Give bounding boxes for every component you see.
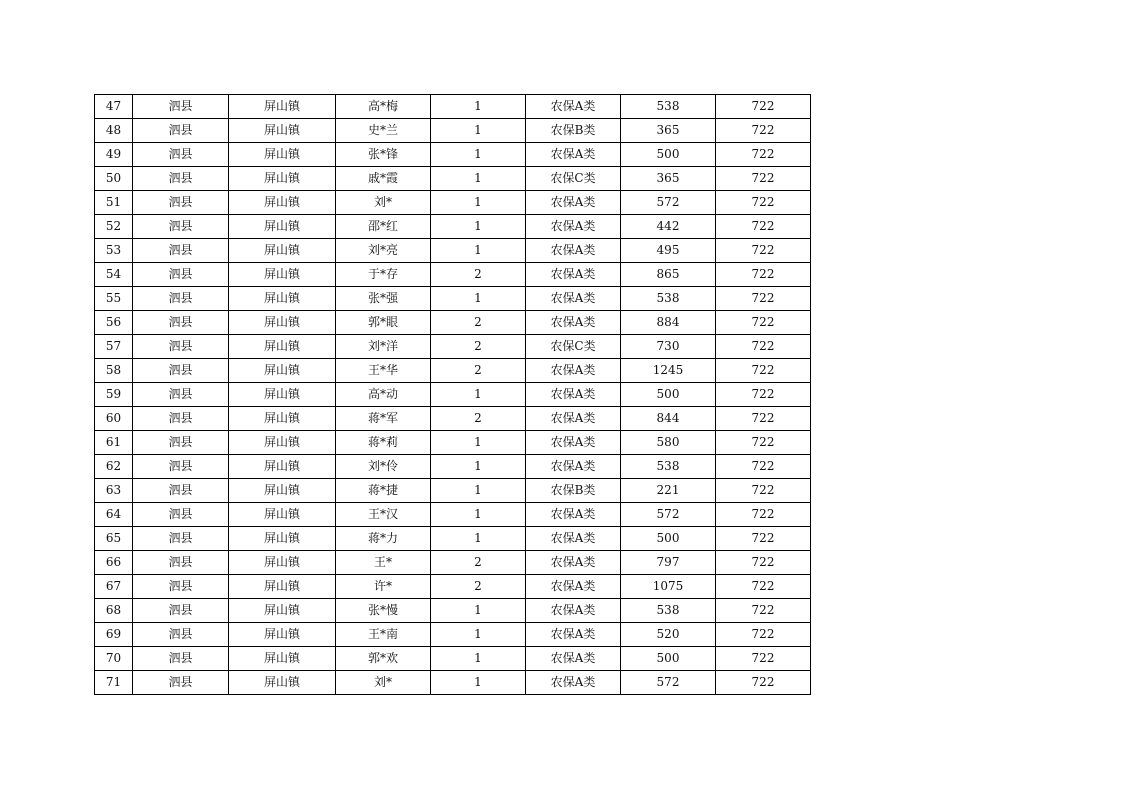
cell-amount: 442 bbox=[621, 215, 716, 239]
cell-amount: 572 bbox=[621, 671, 716, 695]
cell-insurance-category: 农保A类 bbox=[526, 263, 621, 287]
cell-county: 泗县 bbox=[133, 503, 229, 527]
cell-county: 泗县 bbox=[133, 479, 229, 503]
cell-standard: 722 bbox=[716, 479, 811, 503]
cell-insurance-category: 农保A类 bbox=[526, 527, 621, 551]
cell-row-number: 53 bbox=[95, 239, 133, 263]
cell-insurance-category: 农保A类 bbox=[526, 191, 621, 215]
cell-town: 屏山镇 bbox=[229, 503, 336, 527]
cell-household-count: 2 bbox=[431, 551, 526, 575]
cell-row-number: 58 bbox=[95, 359, 133, 383]
cell-household-count: 2 bbox=[431, 335, 526, 359]
cell-town: 屏山镇 bbox=[229, 119, 336, 143]
cell-standard: 722 bbox=[716, 551, 811, 575]
table-row bbox=[95, 407, 811, 431]
table-row bbox=[95, 647, 811, 671]
cell-insurance-category: 农保A类 bbox=[526, 431, 621, 455]
cell-household-count: 1 bbox=[431, 191, 526, 215]
cell-standard: 722 bbox=[716, 503, 811, 527]
cell-insurance-category: 农保B类 bbox=[526, 479, 621, 503]
cell-household-count: 2 bbox=[431, 263, 526, 287]
cell-row-number: 51 bbox=[95, 191, 133, 215]
cell-standard: 722 bbox=[716, 527, 811, 551]
cell-county: 泗县 bbox=[133, 287, 229, 311]
cell-name: 戚*霞 bbox=[336, 167, 431, 191]
table-row bbox=[95, 119, 811, 143]
cell-household-count: 1 bbox=[431, 119, 526, 143]
cell-name: 刘*伶 bbox=[336, 455, 431, 479]
cell-standard: 722 bbox=[716, 407, 811, 431]
cell-insurance-category: 农保A类 bbox=[526, 383, 621, 407]
cell-household-count: 1 bbox=[431, 383, 526, 407]
cell-household-count: 2 bbox=[431, 407, 526, 431]
cell-row-number: 56 bbox=[95, 311, 133, 335]
cell-name: 刘*洋 bbox=[336, 335, 431, 359]
cell-row-number: 47 bbox=[95, 95, 133, 119]
table-row bbox=[95, 263, 811, 287]
cell-standard: 722 bbox=[716, 359, 811, 383]
cell-row-number: 63 bbox=[95, 479, 133, 503]
cell-insurance-category: 农保A类 bbox=[526, 95, 621, 119]
cell-name: 刘* bbox=[336, 671, 431, 695]
cell-row-number: 50 bbox=[95, 167, 133, 191]
cell-standard: 722 bbox=[716, 239, 811, 263]
table-row bbox=[95, 551, 811, 575]
cell-standard: 722 bbox=[716, 671, 811, 695]
cell-county: 泗县 bbox=[133, 431, 229, 455]
cell-insurance-category: 农保A类 bbox=[526, 455, 621, 479]
cell-county: 泗县 bbox=[133, 383, 229, 407]
cell-household-count: 2 bbox=[431, 311, 526, 335]
cell-row-number: 71 bbox=[95, 671, 133, 695]
cell-household-count: 1 bbox=[431, 479, 526, 503]
cell-insurance-category: 农保A类 bbox=[526, 503, 621, 527]
cell-amount: 500 bbox=[621, 527, 716, 551]
table-row bbox=[95, 503, 811, 527]
cell-row-number: 55 bbox=[95, 287, 133, 311]
cell-town: 屏山镇 bbox=[229, 383, 336, 407]
cell-name: 许* bbox=[336, 575, 431, 599]
cell-household-count: 1 bbox=[431, 287, 526, 311]
cell-county: 泗县 bbox=[133, 551, 229, 575]
cell-household-count: 1 bbox=[431, 239, 526, 263]
cell-name: 王*南 bbox=[336, 623, 431, 647]
cell-name: 王*汉 bbox=[336, 503, 431, 527]
cell-town: 屏山镇 bbox=[229, 167, 336, 191]
cell-standard: 722 bbox=[716, 383, 811, 407]
cell-town: 屏山镇 bbox=[229, 95, 336, 119]
cell-insurance-category: 农保A类 bbox=[526, 287, 621, 311]
cell-town: 屏山镇 bbox=[229, 647, 336, 671]
cell-town: 屏山镇 bbox=[229, 287, 336, 311]
cell-county: 泗县 bbox=[133, 167, 229, 191]
table-row bbox=[95, 143, 811, 167]
cell-amount: 221 bbox=[621, 479, 716, 503]
cell-county: 泗县 bbox=[133, 263, 229, 287]
cell-row-number: 70 bbox=[95, 647, 133, 671]
cell-county: 泗县 bbox=[133, 119, 229, 143]
cell-town: 屏山镇 bbox=[229, 527, 336, 551]
cell-town: 屏山镇 bbox=[229, 335, 336, 359]
cell-amount: 500 bbox=[621, 383, 716, 407]
cell-household-count: 1 bbox=[431, 455, 526, 479]
cell-row-number: 66 bbox=[95, 551, 133, 575]
table-body bbox=[95, 95, 811, 695]
cell-amount: 1245 bbox=[621, 359, 716, 383]
cell-town: 屏山镇 bbox=[229, 671, 336, 695]
cell-amount: 797 bbox=[621, 551, 716, 575]
cell-insurance-category: 农保C类 bbox=[526, 335, 621, 359]
cell-county: 泗县 bbox=[133, 239, 229, 263]
cell-household-count: 1 bbox=[431, 623, 526, 647]
cell-town: 屏山镇 bbox=[229, 551, 336, 575]
table-row bbox=[95, 527, 811, 551]
cell-insurance-category: 农保A类 bbox=[526, 575, 621, 599]
cell-name: 王*华 bbox=[336, 359, 431, 383]
cell-amount: 884 bbox=[621, 311, 716, 335]
cell-name: 张*慢 bbox=[336, 599, 431, 623]
cell-row-number: 59 bbox=[95, 383, 133, 407]
cell-county: 泗县 bbox=[133, 407, 229, 431]
cell-amount: 865 bbox=[621, 263, 716, 287]
cell-town: 屏山镇 bbox=[229, 407, 336, 431]
cell-row-number: 60 bbox=[95, 407, 133, 431]
cell-amount: 844 bbox=[621, 407, 716, 431]
cell-amount: 538 bbox=[621, 287, 716, 311]
cell-row-number: 69 bbox=[95, 623, 133, 647]
cell-household-count: 1 bbox=[431, 143, 526, 167]
cell-town: 屏山镇 bbox=[229, 431, 336, 455]
table-row bbox=[95, 479, 811, 503]
cell-row-number: 52 bbox=[95, 215, 133, 239]
cell-town: 屏山镇 bbox=[229, 311, 336, 335]
cell-standard: 722 bbox=[716, 167, 811, 191]
cell-name: 刘* bbox=[336, 191, 431, 215]
cell-household-count: 1 bbox=[431, 647, 526, 671]
cell-insurance-category: 农保C类 bbox=[526, 167, 621, 191]
cell-household-count: 1 bbox=[431, 431, 526, 455]
table-row bbox=[95, 287, 811, 311]
cell-amount: 365 bbox=[621, 167, 716, 191]
cell-county: 泗县 bbox=[133, 95, 229, 119]
cell-standard: 722 bbox=[716, 335, 811, 359]
cell-row-number: 61 bbox=[95, 431, 133, 455]
cell-amount: 730 bbox=[621, 335, 716, 359]
cell-name: 高*动 bbox=[336, 383, 431, 407]
cell-household-count: 2 bbox=[431, 359, 526, 383]
table-row bbox=[95, 383, 811, 407]
cell-town: 屏山镇 bbox=[229, 359, 336, 383]
cell-standard: 722 bbox=[716, 95, 811, 119]
cell-town: 屏山镇 bbox=[229, 263, 336, 287]
cell-county: 泗县 bbox=[133, 647, 229, 671]
table-row bbox=[95, 95, 811, 119]
cell-county: 泗县 bbox=[133, 623, 229, 647]
cell-standard: 722 bbox=[716, 287, 811, 311]
cell-amount: 500 bbox=[621, 647, 716, 671]
cell-insurance-category: 农保A类 bbox=[526, 311, 621, 335]
cell-insurance-category: 农保B类 bbox=[526, 119, 621, 143]
cell-row-number: 67 bbox=[95, 575, 133, 599]
cell-name: 史*兰 bbox=[336, 119, 431, 143]
cell-name: 郭*欢 bbox=[336, 647, 431, 671]
cell-standard: 722 bbox=[716, 143, 811, 167]
table-row bbox=[95, 455, 811, 479]
cell-row-number: 49 bbox=[95, 143, 133, 167]
cell-row-number: 64 bbox=[95, 503, 133, 527]
table-row bbox=[95, 671, 811, 695]
cell-standard: 722 bbox=[716, 215, 811, 239]
table-row bbox=[95, 311, 811, 335]
cell-household-count: 1 bbox=[431, 599, 526, 623]
table-row bbox=[95, 335, 811, 359]
cell-name: 郭*眼 bbox=[336, 311, 431, 335]
cell-amount: 1075 bbox=[621, 575, 716, 599]
cell-household-count: 1 bbox=[431, 527, 526, 551]
cell-insurance-category: 农保A类 bbox=[526, 239, 621, 263]
cell-household-count: 2 bbox=[431, 575, 526, 599]
cell-amount: 495 bbox=[621, 239, 716, 263]
table-row bbox=[95, 623, 811, 647]
cell-household-count: 1 bbox=[431, 503, 526, 527]
cell-standard: 722 bbox=[716, 599, 811, 623]
cell-row-number: 62 bbox=[95, 455, 133, 479]
cell-name: 蒋*莉 bbox=[336, 431, 431, 455]
cell-town: 屏山镇 bbox=[229, 239, 336, 263]
cell-amount: 500 bbox=[621, 143, 716, 167]
cell-county: 泗县 bbox=[133, 575, 229, 599]
cell-name: 高*梅 bbox=[336, 95, 431, 119]
table-row bbox=[95, 599, 811, 623]
cell-town: 屏山镇 bbox=[229, 143, 336, 167]
cell-county: 泗县 bbox=[133, 191, 229, 215]
cell-town: 屏山镇 bbox=[229, 575, 336, 599]
table-row bbox=[95, 359, 811, 383]
cell-amount: 538 bbox=[621, 95, 716, 119]
cell-insurance-category: 农保A类 bbox=[526, 623, 621, 647]
cell-town: 屏山镇 bbox=[229, 599, 336, 623]
cell-name: 邵*红 bbox=[336, 215, 431, 239]
cell-county: 泗县 bbox=[133, 527, 229, 551]
cell-standard: 722 bbox=[716, 455, 811, 479]
cell-name: 蒋*力 bbox=[336, 527, 431, 551]
cell-row-number: 48 bbox=[95, 119, 133, 143]
cell-town: 屏山镇 bbox=[229, 623, 336, 647]
cell-name: 刘*亮 bbox=[336, 239, 431, 263]
table-row bbox=[95, 575, 811, 599]
cell-standard: 722 bbox=[716, 575, 811, 599]
cell-standard: 722 bbox=[716, 191, 811, 215]
cell-amount: 365 bbox=[621, 119, 716, 143]
table-row bbox=[95, 167, 811, 191]
cell-name: 张*强 bbox=[336, 287, 431, 311]
table-row bbox=[95, 431, 811, 455]
cell-county: 泗县 bbox=[133, 599, 229, 623]
cell-standard: 722 bbox=[716, 623, 811, 647]
cell-county: 泗县 bbox=[133, 143, 229, 167]
cell-household-count: 1 bbox=[431, 167, 526, 191]
cell-name: 蒋*军 bbox=[336, 407, 431, 431]
cell-town: 屏山镇 bbox=[229, 479, 336, 503]
cell-household-count: 1 bbox=[431, 215, 526, 239]
cell-insurance-category: 农保A类 bbox=[526, 551, 621, 575]
cell-row-number: 54 bbox=[95, 263, 133, 287]
cell-name: 于*存 bbox=[336, 263, 431, 287]
cell-insurance-category: 农保A类 bbox=[526, 359, 621, 383]
cell-household-count: 1 bbox=[431, 671, 526, 695]
cell-county: 泗县 bbox=[133, 311, 229, 335]
cell-amount: 538 bbox=[621, 599, 716, 623]
cell-county: 泗县 bbox=[133, 215, 229, 239]
cell-county: 泗县 bbox=[133, 671, 229, 695]
table-row bbox=[95, 215, 811, 239]
cell-amount: 572 bbox=[621, 503, 716, 527]
cell-amount: 580 bbox=[621, 431, 716, 455]
table-row bbox=[95, 239, 811, 263]
cell-town: 屏山镇 bbox=[229, 215, 336, 239]
cell-town: 屏山镇 bbox=[229, 455, 336, 479]
cell-insurance-category: 农保A类 bbox=[526, 143, 621, 167]
cell-insurance-category: 农保A类 bbox=[526, 647, 621, 671]
cell-amount: 520 bbox=[621, 623, 716, 647]
cell-standard: 722 bbox=[716, 647, 811, 671]
cell-county: 泗县 bbox=[133, 359, 229, 383]
cell-standard: 722 bbox=[716, 431, 811, 455]
cell-name: 蒋*捷 bbox=[336, 479, 431, 503]
cell-name: 王* bbox=[336, 551, 431, 575]
cell-row-number: 65 bbox=[95, 527, 133, 551]
cell-row-number: 68 bbox=[95, 599, 133, 623]
cell-standard: 722 bbox=[716, 263, 811, 287]
cell-row-number: 57 bbox=[95, 335, 133, 359]
cell-amount: 538 bbox=[621, 455, 716, 479]
cell-standard: 722 bbox=[716, 119, 811, 143]
cell-standard: 722 bbox=[716, 311, 811, 335]
cell-county: 泗县 bbox=[133, 335, 229, 359]
cell-town: 屏山镇 bbox=[229, 191, 336, 215]
cell-insurance-category: 农保A类 bbox=[526, 215, 621, 239]
table-row bbox=[95, 191, 811, 215]
cell-insurance-category: 农保A类 bbox=[526, 407, 621, 431]
cell-name: 张*锋 bbox=[336, 143, 431, 167]
data-table bbox=[94, 94, 811, 695]
cell-amount: 572 bbox=[621, 191, 716, 215]
cell-insurance-category: 农保A类 bbox=[526, 671, 621, 695]
cell-county: 泗县 bbox=[133, 455, 229, 479]
cell-household-count: 1 bbox=[431, 95, 526, 119]
cell-insurance-category: 农保A类 bbox=[526, 599, 621, 623]
